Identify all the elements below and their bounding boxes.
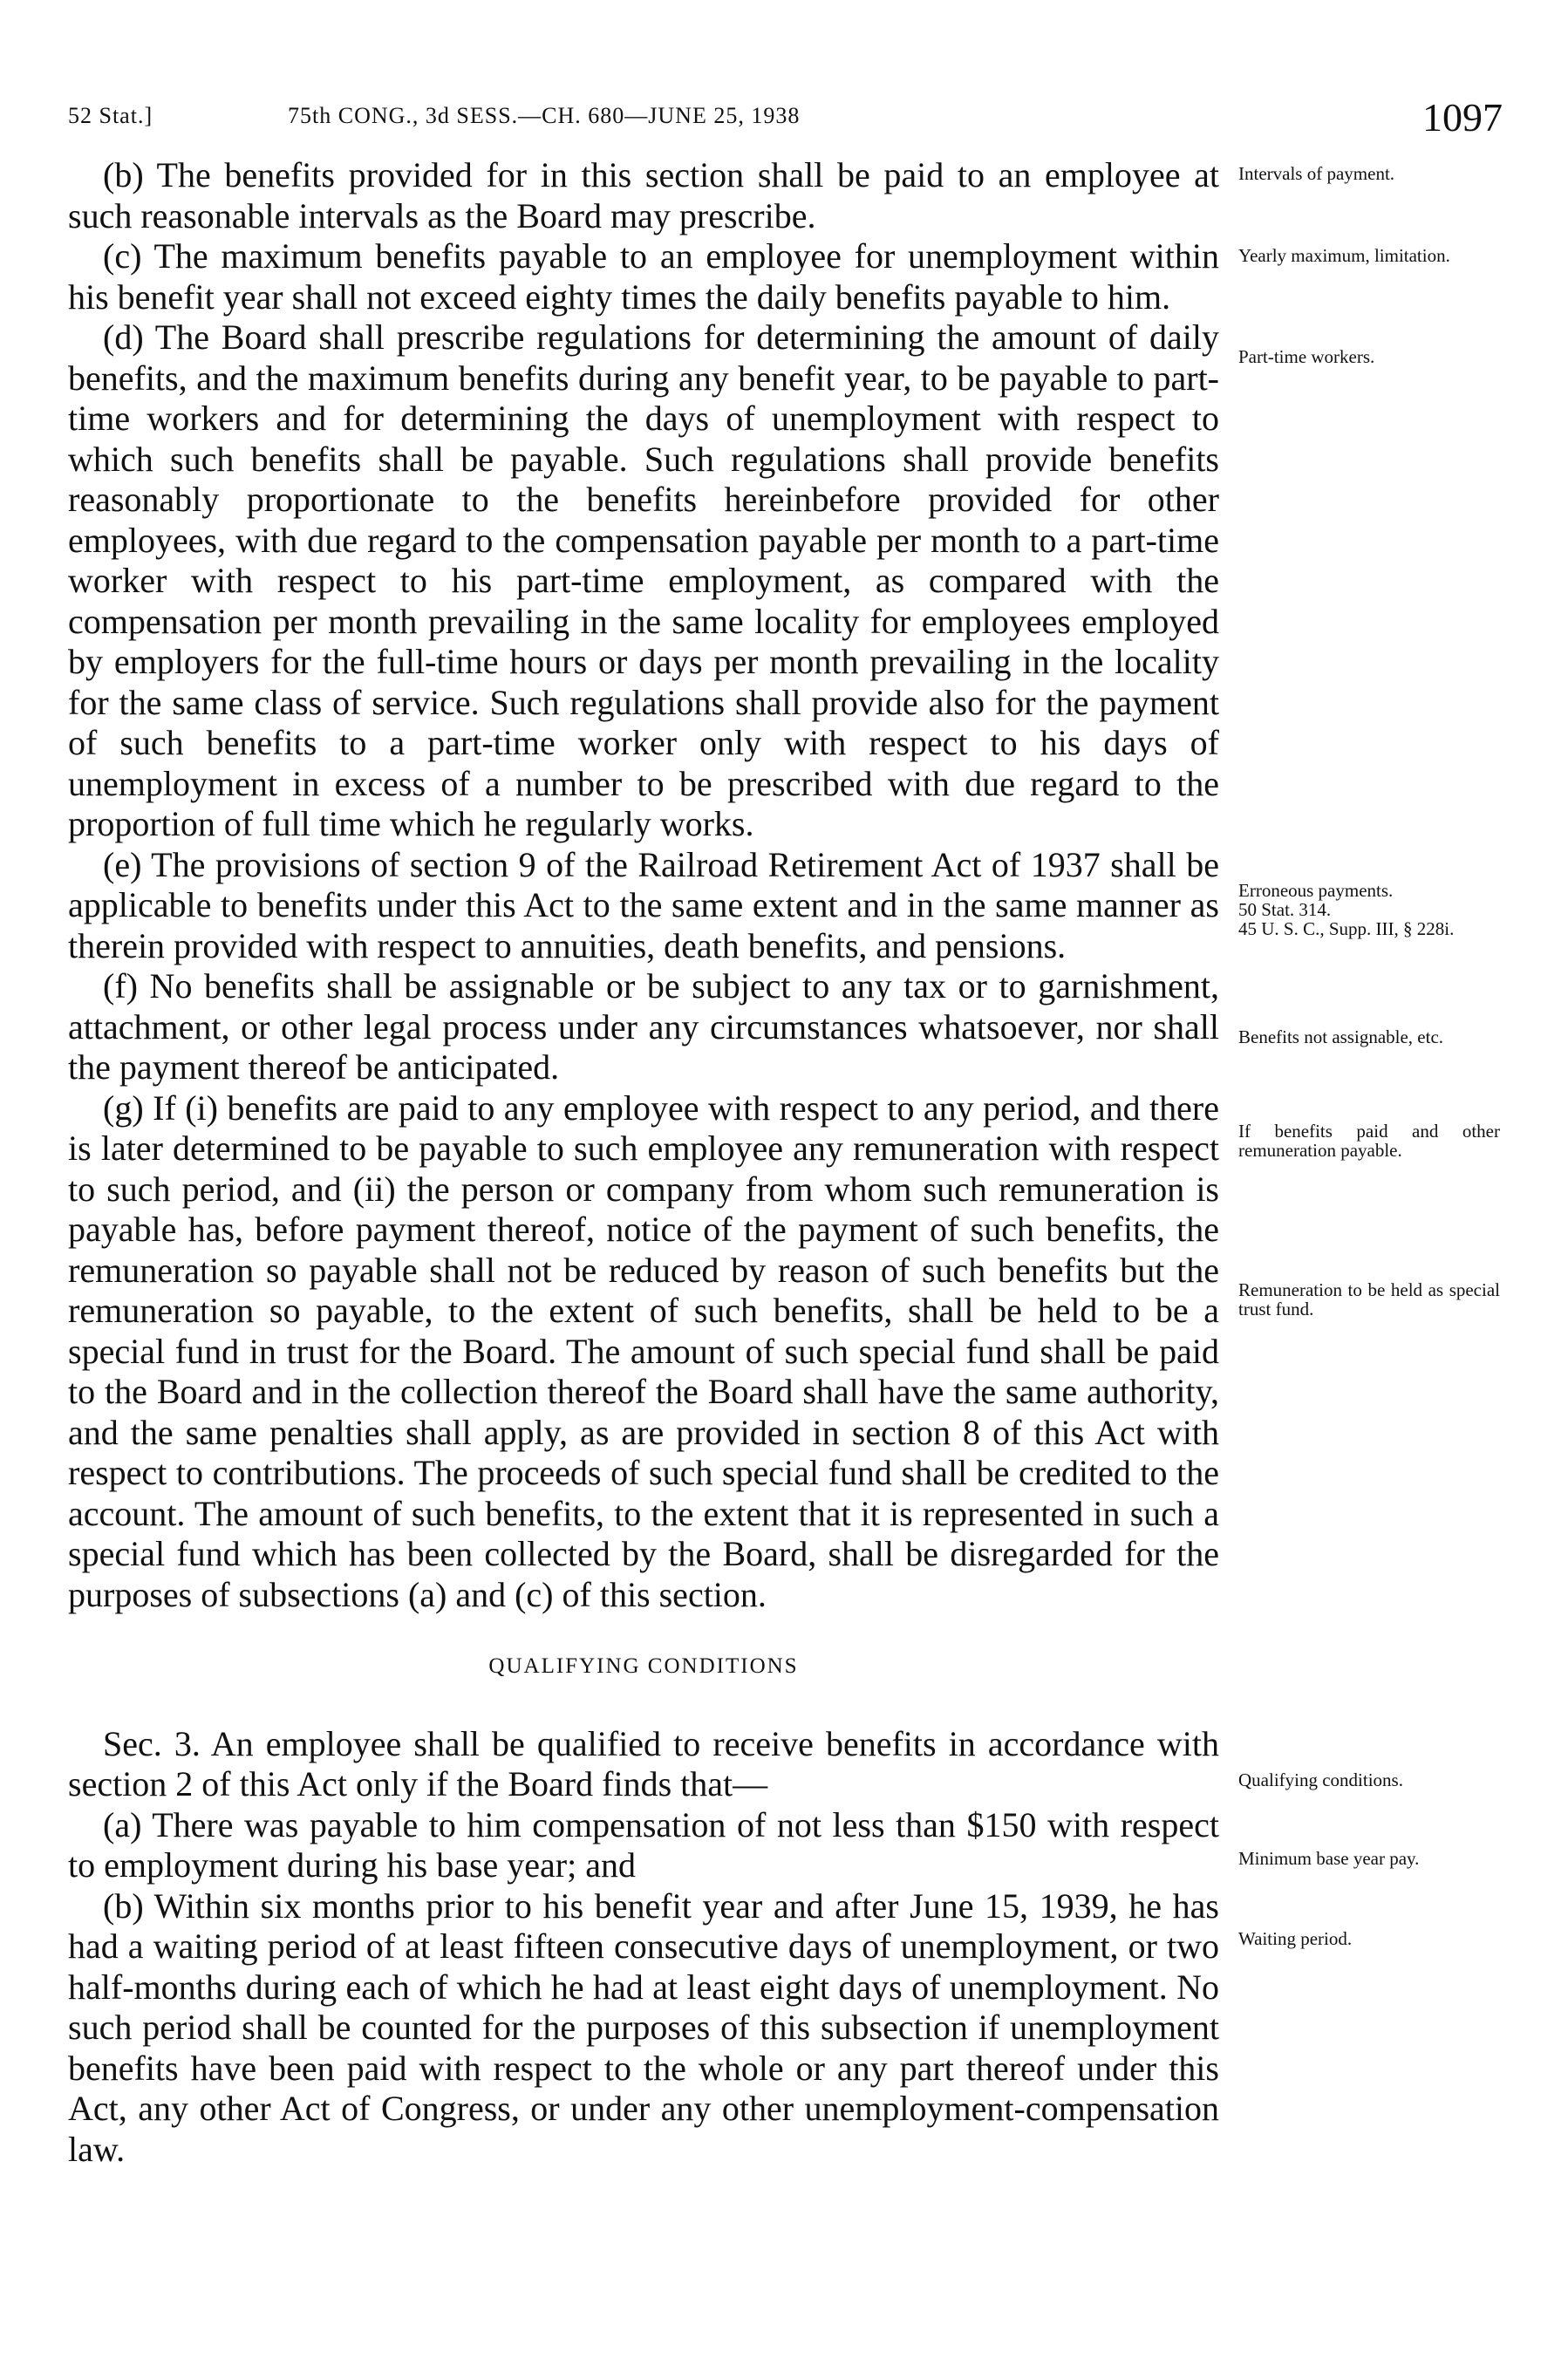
note-other-remuneration: If benefits paid and other remuneration payable. — [1238, 1121, 1500, 1161]
note-qualifying: Qualifying conditions. — [1238, 1769, 1403, 1790]
note-yearly-maximum: Yearly maximum, limitation. — [1238, 245, 1450, 266]
section-3-a: (a) There was payable to him compensation of not less than $150 with respect to employment during his base year; and — [68, 1804, 1219, 1885]
note-erroneous-ref-2: 45 U. S. C., Supp. III, § 228i. — [1238, 918, 1455, 939]
note-minimum-base: Minimum base year pay. — [1238, 1848, 1420, 1869]
margin-notes — [1238, 0, 1500, 2359]
session-chapter-date: 75th CONG., 3d SESS.—CH. 680—JUNE 25, 1938 — [288, 103, 801, 128]
section-3-intro: Sec. 3. An employee shall be qualified to receive benefits in accordance with section 2 of this Act only if the Board finds that— — [68, 1723, 1219, 1803]
page-number: 1097 — [1422, 95, 1503, 140]
paragraph-f: (f) No benefits shall be assignable or be subject to any tax or to garnishment, attachment, or other legal process under any circumstances whatsoever, nor shall the payment thereof be anticipated. — [68, 966, 1219, 1087]
note-waiting-period: Waiting period. — [1238, 1928, 1353, 1949]
note-special-trust: Remuneration to be held as special trust fund. — [1238, 1279, 1500, 1319]
section-heading: QUALIFYING CONDITIONS — [488, 1654, 799, 1678]
note-part-time: Part-time workers. — [1238, 346, 1375, 367]
note-erroneous — [1238, 881, 1500, 938]
note-erroneous-title: Erroneous payments. — [1238, 880, 1394, 901]
volume-citation: 52 Stat.] — [68, 103, 153, 128]
paragraph-c: (c) The maximum benefits payable to an employee for unemployment within his benefit year shall not exceed eighty times the daily benefits payable to him. — [68, 236, 1219, 317]
paragraph-d: (d) The Board shall prescribe regulations for determining the amount of daily benefits, and the maximum benefits during any benefit year, to be payable to part-time workers and for determining the days of unemployment with respect to which such benefits shall be payable. Such regulations shall provide benefits reasonably proportionate to the benefits hereinbefore provided for other employees, with due regard to the compensation payable per month to a part-time worker with respect to his part-time employment, as compared with the compensation per month prevailing in the same locality for employees employed by employers for the full-time hours or days per month prevailing in the locality for the same class of service. Such regulations shall provide also for the payment of such benefits to a part-time worker only with respect to his days of unemployment in excess of a number to be prescribed with due regard to the proportion of full time which he regularly works. — [68, 317, 1219, 843]
main-text — [68, 155, 1219, 2170]
paragraph-e: (e) The provisions of section 9 of the Railroad Retirement Act of 1937 shall be applicable to benefits under this Act to the same extent and in the same manner as therein provided with respect to annuities, death benefits, and pensions. — [68, 844, 1219, 965]
note-not-assignable: Benefits not assignable, etc. — [1238, 1026, 1444, 1047]
paragraph-b: (b) The benefits provided for in this section shall be paid to an employee at such reasonable intervals as the Board may prescribe. — [68, 155, 1219, 235]
note-intervals: Intervals of payment. — [1238, 163, 1395, 184]
section-3-b: (b) Within six months prior to his benefit year and after June 15, 1939, he has had a waiting period of at least fifteen consecutive days of unemployment, or two half-months during each of which he had at least eight days of unemployment. No such period shall be counted for the purposes of this subsection if unemployment benefits have been paid with respect to the whole or any part thereof under this Act, any other Act of Congress, or under any other unemployment-compensation law. — [68, 1885, 1219, 2169]
note-erroneous-ref-1: 50 Stat. 314. — [1238, 899, 1332, 920]
paragraph-g: (g) If (i) benefits are paid to any employee with respect to any period, and there is later determined to be payable to such employee any remuneration with respect to such period, and (ii) the person or company from whom such remuneration is payable has, before payment thereof, notice of the payment of such benefits, the remuneration so payable shall not be reduced by reason of such benefits but the remuneration so payable, to the extent of such benefits, shall be held to be a special fund in trust for the Board. The amount of such special fund shall be paid to the Board and in the collection thereof the Board shall have the same authority, and the same penalties shall apply, as are provided in section 8 of this Act with respect to contributions. The proceeds of such special fund shall be credited to the account. The amount of such benefits, to the extent that it is represented in such a special fund which has been collected by the Board, shall be disregarded for the purposes of subsections (a) and (c) of this section. — [68, 1087, 1219, 1614]
